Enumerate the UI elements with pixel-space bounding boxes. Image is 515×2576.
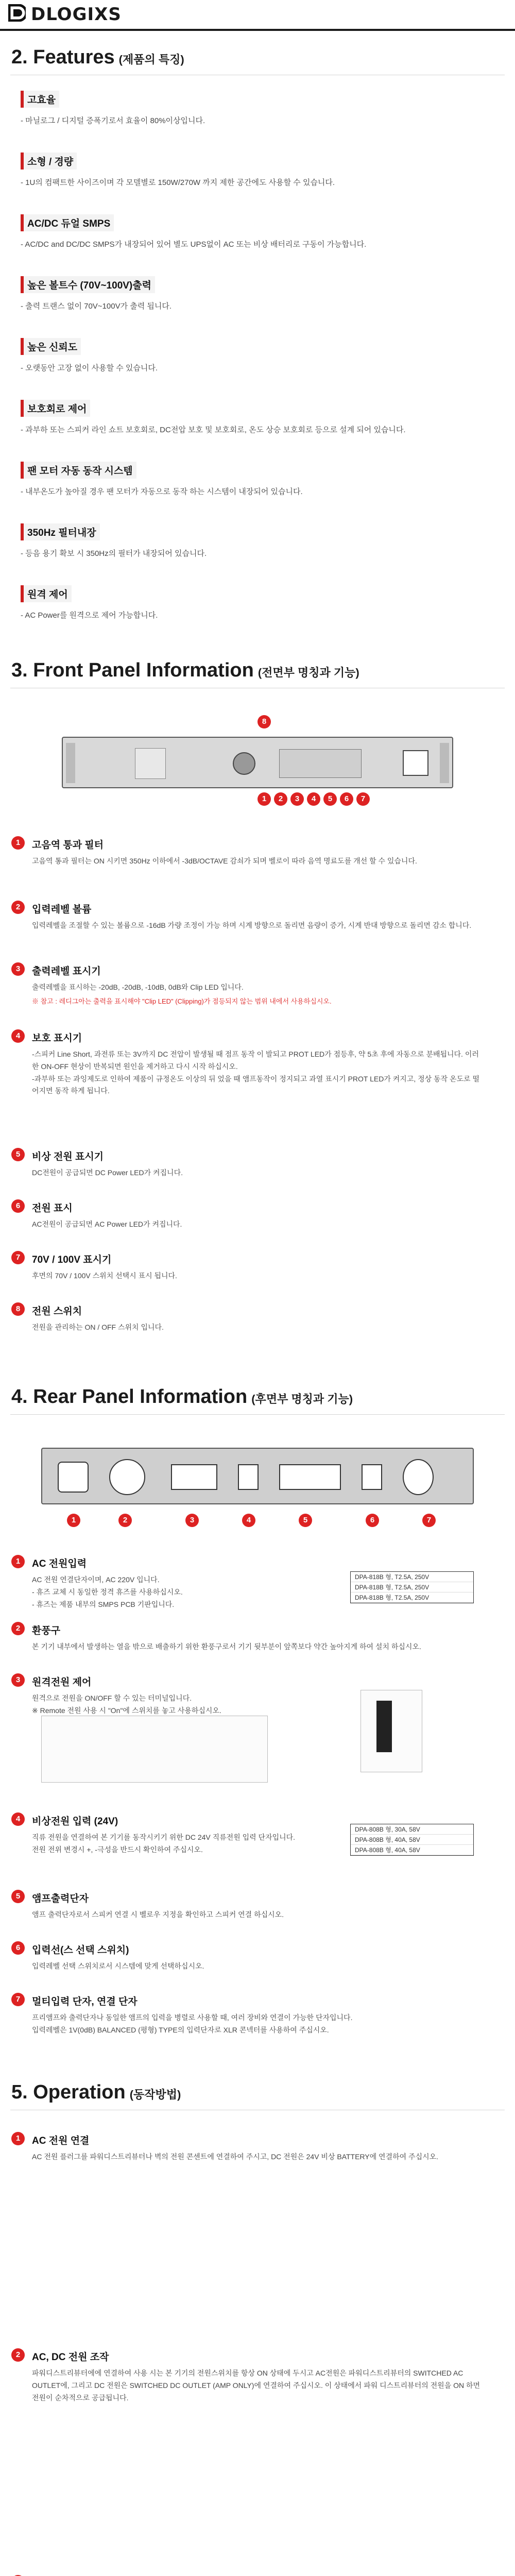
feature-desc: - 출력 트랜스 없이 70V~100V가 출력 됩니다. <box>21 302 172 311</box>
front-item <box>15 963 485 1006</box>
operation-title-en: 5. Operation <box>11 2081 126 2103</box>
ac-inlet <box>58 1462 89 1493</box>
feature-item <box>21 214 494 249</box>
front-panel-illustration <box>41 711 474 809</box>
rear-marker-6: 6 <box>366 1514 379 1527</box>
front-item-title: 입력레벨 볼륨 <box>32 904 92 915</box>
front-item-num: 1 <box>11 836 25 850</box>
front-marker-1: 1 <box>258 792 271 806</box>
operation-item-desc: 파워디스트리뷰터에에 연결하여 사용 시는 본 기기의 전원스위치를 항상 ON 상태에 두시고 AC전원은 파워디스트리뷰터의 SWITCHED AC OUTLET에, 그리고 DC 전원은 SWITCHED DC OUTLET (AMP ONLY)에 연결하여 주십시오. 이 상태에서 파워 디스트리뷰터의 전원을 ON 하면 전원이 순차적으로 공급됩니다. <box>32 2369 480 2402</box>
front-item-desc: DC전원이 공급되면 DC Power LED가 켜집니다. <box>32 1168 183 1177</box>
front-item <box>15 1200 485 1231</box>
feature-desc: - AC Power를 원격으로 제어 가능합니다. <box>21 611 158 620</box>
rear-item-title: 원격전원 제어 <box>32 1677 92 1688</box>
front-item <box>15 1303 485 1334</box>
rear-item-desc: 본 기기 내부에서 발생하는 열을 밖으로 배출하기 위한 환풍구로서 기기 뒷부분이 앞쪽보다 약간 높아지게 하여 설치 하십시오. <box>32 1642 421 1651</box>
feature-item <box>21 276 494 311</box>
rack-ear-right <box>440 743 449 783</box>
rear-item-num: 7 <box>11 1993 25 2006</box>
front-item-num: 8 <box>11 1302 25 1316</box>
dc-input-terminal <box>238 1464 259 1490</box>
front-item <box>15 1252 485 1282</box>
rear-panel-title <box>11 1386 353 1408</box>
front-item-desc: 후면의 70V / 100V 스위치 선택시 표시 됩니다. <box>32 1272 177 1280</box>
remote-wiring-diagram <box>41 1716 268 1783</box>
fuse-spec-table <box>350 1571 474 1603</box>
front-item-desc: -스피커 Line Short, 과전류 또는 3V까지 DC 전압이 발생될 때 점프 동작 이 발되고 PROT LED가 점등후, 약 5초 후에 자동으로 분배됩니다. 이러한 ON-OFF 현상이 반복되면 원인을 제거하고 다시 시작 하십시오. -과부하 또는 과잉제도로 인하여 제품이 규정온도 이상의 뒤 었을 때 앰프동작이 정지되고 과열 표시기 PROT LED가 켜지고, 정상 동작 온도로 떨어지면 동작 하게 됩니다. <box>32 1050 479 1095</box>
feature-desc: - 마닐로그 / 디지털 증폭기로서 효율이 80%이상입니다. <box>21 116 205 125</box>
front-item-num: 6 <box>11 1199 25 1213</box>
front-marker-6: 6 <box>340 792 353 806</box>
header <box>0 0 515 31</box>
feature-tag: 350Hz 필터내장 <box>21 523 100 540</box>
front-marker-8: 8 <box>258 715 271 728</box>
front-item-title: 고음역 통과 필터 <box>32 840 104 851</box>
rear-item-num: 3 <box>11 1673 25 1687</box>
xlr-input-connector <box>403 1459 434 1495</box>
operation-item-title: AC, DC 전원 조작 <box>32 2352 109 2363</box>
front-item-num: 4 <box>11 1029 25 1043</box>
feature-tag: 보호회로 제어 <box>21 400 90 417</box>
front-panel-title-ko: (전면부 명칭과 기능) <box>258 666 359 679</box>
feature-desc: - 과부하 또는 스피커 라인 쇼트 보호회로, DC전압 보호 및 보호회로, 온도 상승 보호회로 등으로 설계 되어 있습니다. <box>21 426 406 434</box>
dc-spec-row: DPA-808B 형, 40A, 58V <box>351 1835 473 1845</box>
fuse-spec-row: DPA-818B 형, T2.5A, 250V <box>351 1592 473 1603</box>
remote-switch-diagram <box>360 1690 422 1772</box>
feature-tag: 소형 / 경량 <box>21 152 77 170</box>
feature-item <box>21 91 494 126</box>
front-item-title: 보호 표시기 <box>32 1033 82 1044</box>
speaker-output-terminal <box>279 1464 341 1490</box>
feature-desc: - AC/DC and DC/DC SMPS가 내장되어 있어 별도 UPS없이 AC 또는 비상 배터리로 구동이 가능합니다. <box>21 240 367 249</box>
rear-item <box>15 1556 320 1611</box>
rear-item-num: 4 <box>11 1812 25 1826</box>
input-select-switch <box>362 1464 382 1490</box>
operation-item-num: 1 <box>11 2132 25 2145</box>
feature-tag: 팬 모터 자동 동작 시스템 <box>21 462 136 479</box>
level-meter-block <box>279 749 362 778</box>
rack-ear-left <box>66 743 75 783</box>
rear-item-title: 앰프출력단자 <box>32 1893 89 1904</box>
operation-item <box>15 2349 485 2404</box>
rear-item-desc: 프리앰프와 출력단자나 동일한 앰프의 입력을 병렬로 사용할 때, 여러 장비와 연결이 가능한 단자입니다. 입력레벨은 1V(0dB) BALANCED (평형) TYPE의 입력단자로 XLR 콘넥터를 사용하여 주십시오. <box>32 2013 353 2034</box>
front-item-num: 5 <box>11 1148 25 1161</box>
features-title <box>11 46 184 69</box>
front-item-title: 비상 전원 표시기 <box>32 1151 104 1162</box>
brand-logo-icon <box>8 4 26 22</box>
rear-item-num: 1 <box>11 1555 25 1568</box>
front-item-title: 70V / 100V 표시기 <box>32 1255 112 1265</box>
rear-item-title: 멀티입력 단자, 연결 단자 <box>32 1996 138 2007</box>
front-item-desc: 전원을 관리하는 ON / OFF 스위치 입니다. <box>32 1323 164 1331</box>
rear-item-title: 비상전원 입력 (24V) <box>32 1816 118 1827</box>
feature-desc: - 1U의 컴팩트한 사이즈이며 각 모델별로 150W/270W 까지 제한 공간에도 사용할 수 있습니다. <box>21 178 335 187</box>
input-level-knob <box>233 752 255 775</box>
rear-panel-title-ko: (후면부 명칭과 기능) <box>251 1393 353 1405</box>
rear-marker-3: 3 <box>185 1514 199 1527</box>
front-item-note: ※ 참고 : 레디그아는 출력을 표시해야 "Clip LED" (Clipping)가 점등되지 않는 범위 내에서 사용하십시오. <box>32 997 332 1005</box>
feature-item <box>21 585 494 620</box>
dc-spec-table <box>350 1824 474 1856</box>
rear-panel-divider <box>10 1414 505 1415</box>
power-switch <box>403 750 428 776</box>
remote-switch-toggle <box>376 1701 392 1752</box>
front-item <box>15 1149 485 1179</box>
front-item <box>15 902 485 932</box>
dc-spec-row: DPA-808B 형, 40A, 58V <box>351 1845 473 1855</box>
feature-tag: 높은 볼트수 (70V~100V)출력 <box>21 276 155 293</box>
front-marker-2: 2 <box>274 792 287 806</box>
feature-item <box>21 523 494 558</box>
feature-item <box>21 400 494 435</box>
feature-tag: 높은 신뢰도 <box>21 338 81 355</box>
feature-desc: - 등음 용기 확보 시 350Hz의 필터가 내장되어 있습니다. <box>21 549 207 558</box>
dc-spec-row: DPA-808B 형, 30A, 58V <box>351 1824 473 1835</box>
features-title-en: 2. Features <box>11 46 115 68</box>
operation-item-title: AC 전원 연결 <box>32 2136 90 2146</box>
rear-item-num: 6 <box>11 1941 25 1955</box>
rear-item-title: 입력선(스 선택 스위치) <box>32 1945 129 1956</box>
feature-item <box>21 462 494 497</box>
rear-panel-title-en: 4. Rear Panel Information <box>11 1386 248 1408</box>
operation-title <box>11 2081 181 2104</box>
fuse-spec-row: DPA-818B 형, T2.5A, 250V <box>351 1582 473 1592</box>
rear-marker-5: 5 <box>299 1514 312 1527</box>
feature-desc: - 오랫동안 고장 없이 사용할 수 있습니다. <box>21 364 158 372</box>
front-item-title: 전원 스위치 <box>32 1306 82 1317</box>
front-item-title: 전원 표시 <box>32 1203 73 1214</box>
rear-item-desc: 앰프 출력단자로서 스피커 연결 시 벨로우 지정을 확인하고 스피커 연결 하십시오. <box>32 1910 284 1919</box>
rear-item <box>15 1942 485 1973</box>
front-led-block <box>135 748 166 779</box>
rear-item <box>15 1994 485 2037</box>
rear-item-title: 환풍구 <box>32 1625 61 1636</box>
feature-item <box>21 338 494 373</box>
rear-marker-7: 7 <box>422 1514 436 1527</box>
front-item-title: 출력레벨 표시기 <box>32 966 101 977</box>
remote-terminal <box>171 1464 217 1490</box>
amplifier-front-face <box>62 737 453 788</box>
front-item-num: 7 <box>11 1251 25 1264</box>
front-marker-3: 3 <box>290 792 304 806</box>
operation-item-desc: AC 전원 플러그를 파워디스트리뷰터나 벽의 전원 콘센트에 연결하여 주시고, DC 전원은 24V 비상 BATTERY에 연결하여 주십시오. <box>32 2153 439 2161</box>
feature-desc: - 내부온도가 높아질 경우 팬 모터가 자동으로 동작 하는 시스템이 내장되어 있습니다. <box>21 487 303 496</box>
rear-item-desc: 입력레벨 선택 스위치로서 시스템에 맞게 선택하십시오. <box>32 1962 204 1970</box>
rear-item <box>15 1814 320 1856</box>
rear-item <box>15 1674 320 1717</box>
fuse-spec-row: DPA-818B 형, T2.5A, 250V <box>351 1572 473 1582</box>
rear-panel-illustration <box>21 1437 494 1530</box>
features-title-ko: (제품의 특징) <box>118 53 184 66</box>
front-item-num: 2 <box>11 901 25 914</box>
front-item <box>15 837 485 868</box>
rear-item-num: 5 <box>11 1890 25 1903</box>
rear-item <box>15 1623 485 1653</box>
amplifier-rear-face <box>41 1448 474 1504</box>
front-marker-5: 5 <box>323 792 337 806</box>
rear-item-desc: 원격으로 전원을 ON/OFF 할 수 있는 터미널입니다. ※ Remote 전원 사용 시 "On"에 스위치를 놓고 사용하십시오. <box>32 1694 221 1715</box>
rear-marker-2: 2 <box>118 1514 132 1527</box>
brand-name: DLOGIXS <box>31 4 122 25</box>
front-marker-7: 7 <box>356 792 370 806</box>
front-item-desc: AC전원이 공급되면 AC Power LED가 켜집니다. <box>32 1220 182 1228</box>
rear-item-title: AC 전원입력 <box>32 1558 87 1569</box>
operation-item <box>15 2133 485 2163</box>
rear-item-desc: AC 전원 연결단자이며, AC 220V 입니다. - 휴즈 교체 시 동일한 정격 휴즈를 사용하십시오. - 휴즈는 제품 내부의 SMPS PCB 기판입니다. <box>32 1575 183 1608</box>
feature-tag: 원격 제어 <box>21 585 72 602</box>
rear-marker-1: 1 <box>67 1514 80 1527</box>
header-divider <box>0 29 515 31</box>
operation-title-ko: (동작방법) <box>129 2088 181 2101</box>
front-panel-title-en: 3. Front Panel Information <box>11 659 254 681</box>
feature-tag: AC/DC 듀얼 SMPS <box>21 214 114 231</box>
front-item-desc: 입력레벨을 조절할 수 있는 볼륨으로 -16dB 가량 조정이 가능 하며 시계 방향으로 돌리면 음량이 증가, 시계 반대 방향으로 돌리면 감소 합니다. <box>32 921 472 929</box>
operation-item-num: 2 <box>11 2348 25 2362</box>
rear-item <box>15 1891 485 1921</box>
front-item <box>15 1030 485 1097</box>
front-item-num: 3 <box>11 962 25 976</box>
front-panel-title <box>11 659 359 682</box>
rear-item-desc: 직류 전원을 연결하여 본 기기를 동작시키기 위한 DC 24V 직류전원 입력 단자입니다. 전원 전위 변경시 +, -극성을 반드시 확인하여 주십시오. <box>32 1833 296 1854</box>
fan-grill <box>109 1459 145 1495</box>
front-item-desc: 고음역 통과 필터는 ON 시키면 350Hz 이하에서 -3dB/OCTAVE 감쇠가 되며 벨로이 따라 음역 명료도를 개선 할 수 있습니다. <box>32 857 417 865</box>
feature-item <box>21 152 494 188</box>
front-marker-4: 4 <box>307 792 320 806</box>
rear-item-num: 2 <box>11 1622 25 1635</box>
rear-marker-4: 4 <box>242 1514 255 1527</box>
front-item-desc: 출력레벨을 표시하는 -20dB, -20dB, -10dB, 0dB와 Clip LED 입니다. <box>32 983 244 991</box>
feature-tag: 고효율 <box>21 91 59 108</box>
